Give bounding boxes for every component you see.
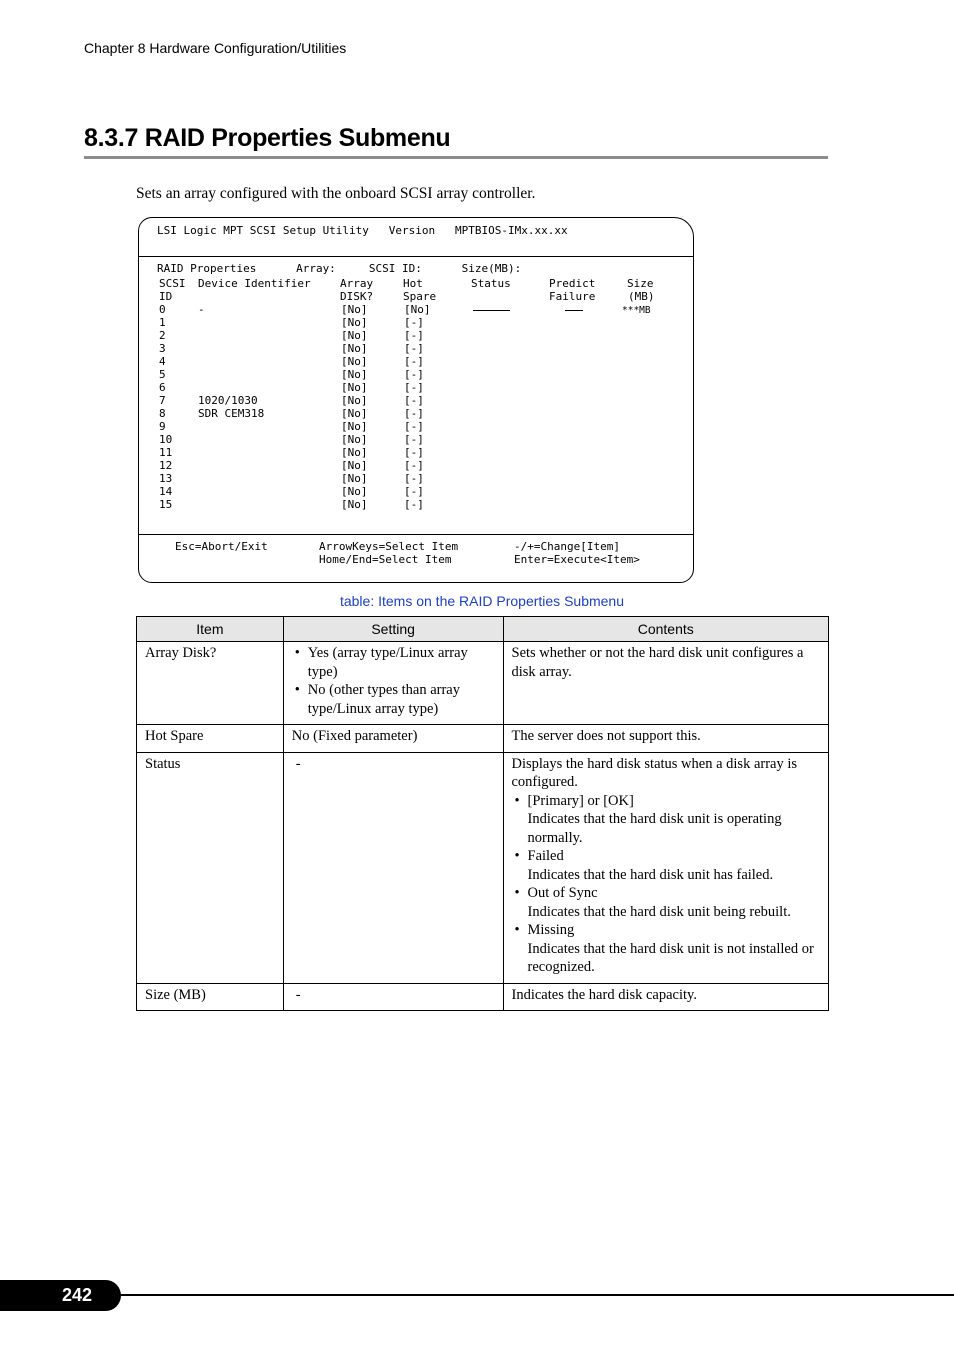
device-array: [No] xyxy=(341,498,368,511)
device-spare: [-] xyxy=(404,485,424,498)
header-item: Item xyxy=(137,617,284,642)
status-description: Indicates that the hard disk unit is not installed or recognized. xyxy=(527,940,814,975)
col-device-identifier: Device Identifier xyxy=(198,277,311,290)
device-spare: [-] xyxy=(404,433,424,446)
device-spare: [-] xyxy=(404,420,424,433)
arrowkeys-help: ArrowKeys=Select Item xyxy=(319,540,459,553)
device-array: [No] xyxy=(341,446,368,459)
col-spare: Spare xyxy=(403,290,437,303)
device-spare: [-] xyxy=(404,342,424,355)
esc-help: Esc=Abort/Exit xyxy=(175,540,268,553)
device-size: ***MB xyxy=(622,305,651,316)
contents-cell xyxy=(503,752,829,983)
setting-cell: - xyxy=(283,983,503,1011)
status-value: • [Primary] or [OK] xyxy=(512,792,821,811)
device-spare: [-] xyxy=(404,355,424,368)
items-table xyxy=(136,616,829,1011)
device-id: 15 xyxy=(159,498,173,511)
device-grid xyxy=(159,277,655,524)
col-failure: Failure xyxy=(549,290,596,303)
enter-help: Enter=Execute<Item> xyxy=(514,553,640,566)
item-cell: Size (MB) xyxy=(137,983,284,1011)
status-value: • Failed xyxy=(512,847,821,866)
status-value: • Missing xyxy=(512,921,821,940)
setting-cell: No (Fixed parameter) xyxy=(283,725,503,753)
table-row xyxy=(137,642,829,725)
col-predict: Predict xyxy=(549,277,596,290)
table-row xyxy=(137,752,829,983)
col-scsi: SCSI xyxy=(159,277,186,290)
col-array: Array xyxy=(340,277,374,290)
device-id: 10 xyxy=(159,433,173,446)
status-description: Indicates that the hard disk unit has failed. xyxy=(527,866,774,883)
device-array: [No] xyxy=(341,394,368,407)
status-description: Indicates that the hard disk unit being rebuilt. xyxy=(527,903,791,920)
device-id: 13 xyxy=(159,472,173,485)
device-spare: [-] xyxy=(404,446,424,459)
device-device: 1020/1030 xyxy=(198,394,258,407)
title-underline xyxy=(84,156,828,159)
device-array: [No] xyxy=(341,420,368,433)
device-spare: [-] xyxy=(404,459,424,472)
predict-placeholder-line xyxy=(565,310,583,311)
home-end-help: Home/End=Select Item xyxy=(319,553,452,566)
device-spare: [No] xyxy=(404,303,431,316)
col-id: ID xyxy=(159,290,173,303)
utility-header-line: LSI Logic MPT SCSI Setup Utility Version MPTBIOS-IMx.xx.xx xyxy=(157,224,568,237)
device-spare: [-] xyxy=(404,407,424,420)
device-device: SDR CEM318 xyxy=(198,407,265,420)
setting-option: • No (other types than array type/Linux array type) xyxy=(292,681,495,718)
device-id: 9 xyxy=(159,420,166,433)
item-cell: Hot Spare xyxy=(137,725,284,753)
device-id: 4 xyxy=(159,355,166,368)
device-array: [No] xyxy=(341,485,368,498)
device-array: [No] xyxy=(341,472,368,485)
device-array: [No] xyxy=(341,355,368,368)
screen-divider-bottom xyxy=(139,534,693,535)
device-spare: [-] xyxy=(404,329,424,342)
status-placeholder-line xyxy=(473,310,510,311)
col-hot: Hot xyxy=(403,277,423,290)
page-number: 242 xyxy=(0,1280,121,1311)
device-id: 12 xyxy=(159,459,173,472)
device-id: 1 xyxy=(159,316,166,329)
col-disk: DISK? xyxy=(340,290,374,303)
col-size: Size xyxy=(627,277,654,290)
device-id: 7 xyxy=(159,394,166,407)
device-array: [No] xyxy=(341,433,368,446)
setting-cell xyxy=(283,642,503,725)
device-id: 2 xyxy=(159,329,166,342)
device-spare: [-] xyxy=(404,316,424,329)
intro-text: Sets an array configured with the onboard SCSI array controller. xyxy=(136,185,536,202)
device-array: [No] xyxy=(341,316,368,329)
setting-option: • Yes (array type/Linux array type) xyxy=(292,644,495,681)
header-setting: Setting xyxy=(283,617,503,642)
table-row xyxy=(137,983,829,1011)
device-spare: [-] xyxy=(404,394,424,407)
device-spare: [-] xyxy=(404,472,424,485)
device-array: [No] xyxy=(341,303,368,316)
device-array: [No] xyxy=(341,381,368,394)
item-cell: Status xyxy=(137,752,284,983)
section-title: 8.3.7 RAID Properties Submenu xyxy=(84,124,451,152)
device-array: [No] xyxy=(341,459,368,472)
header-contents: Contents xyxy=(503,617,829,642)
raid-properties-line: RAID Properties Array: SCSI ID: Size(MB): xyxy=(157,262,522,275)
item-cell: Array Disk? xyxy=(137,642,284,725)
status-value: • Out of Sync xyxy=(512,884,821,903)
device-spare: [-] xyxy=(404,381,424,394)
col-mb: (MB) xyxy=(628,290,655,303)
table-row xyxy=(137,725,829,753)
device-id: 5 xyxy=(159,368,166,381)
status-intro: Displays the hard disk status when a disk array is configured. xyxy=(511,755,798,790)
contents-cell: The server does not support this. xyxy=(503,725,829,753)
device-id: 8 xyxy=(159,407,166,420)
contents-cell: Indicates the hard disk capacity. xyxy=(503,983,829,1011)
device-id: 3 xyxy=(159,342,166,355)
device-device: - xyxy=(198,303,205,316)
setting-cell: - xyxy=(283,752,503,983)
device-id: 14 xyxy=(159,485,173,498)
device-spare: [-] xyxy=(404,368,424,381)
status-description: Indicates that the hard disk unit is operating normally. xyxy=(527,811,782,846)
device-id: 0 xyxy=(159,303,166,316)
contents-cell: Sets whether or not the hard disk unit configures a disk array. xyxy=(503,642,829,725)
col-status: Status xyxy=(471,277,511,290)
device-array: [No] xyxy=(341,407,368,420)
device-id: 11 xyxy=(159,446,173,459)
device-array: [No] xyxy=(341,329,368,342)
screen-divider-top xyxy=(139,256,693,257)
device-id: 6 xyxy=(159,381,166,394)
chapter-header: Chapter 8 Hardware Configuration/Utilities xyxy=(84,40,347,56)
device-spare: [-] xyxy=(404,498,424,511)
setup-utility-screen xyxy=(138,217,694,583)
table-caption: table: Items on the RAID Properties Submenu xyxy=(339,593,625,609)
device-array: [No] xyxy=(341,342,368,355)
device-array: [No] xyxy=(341,368,368,381)
footer-rule xyxy=(110,1294,954,1296)
change-help: -/+=Change[Item] xyxy=(514,540,620,553)
table-header-row xyxy=(137,617,829,642)
